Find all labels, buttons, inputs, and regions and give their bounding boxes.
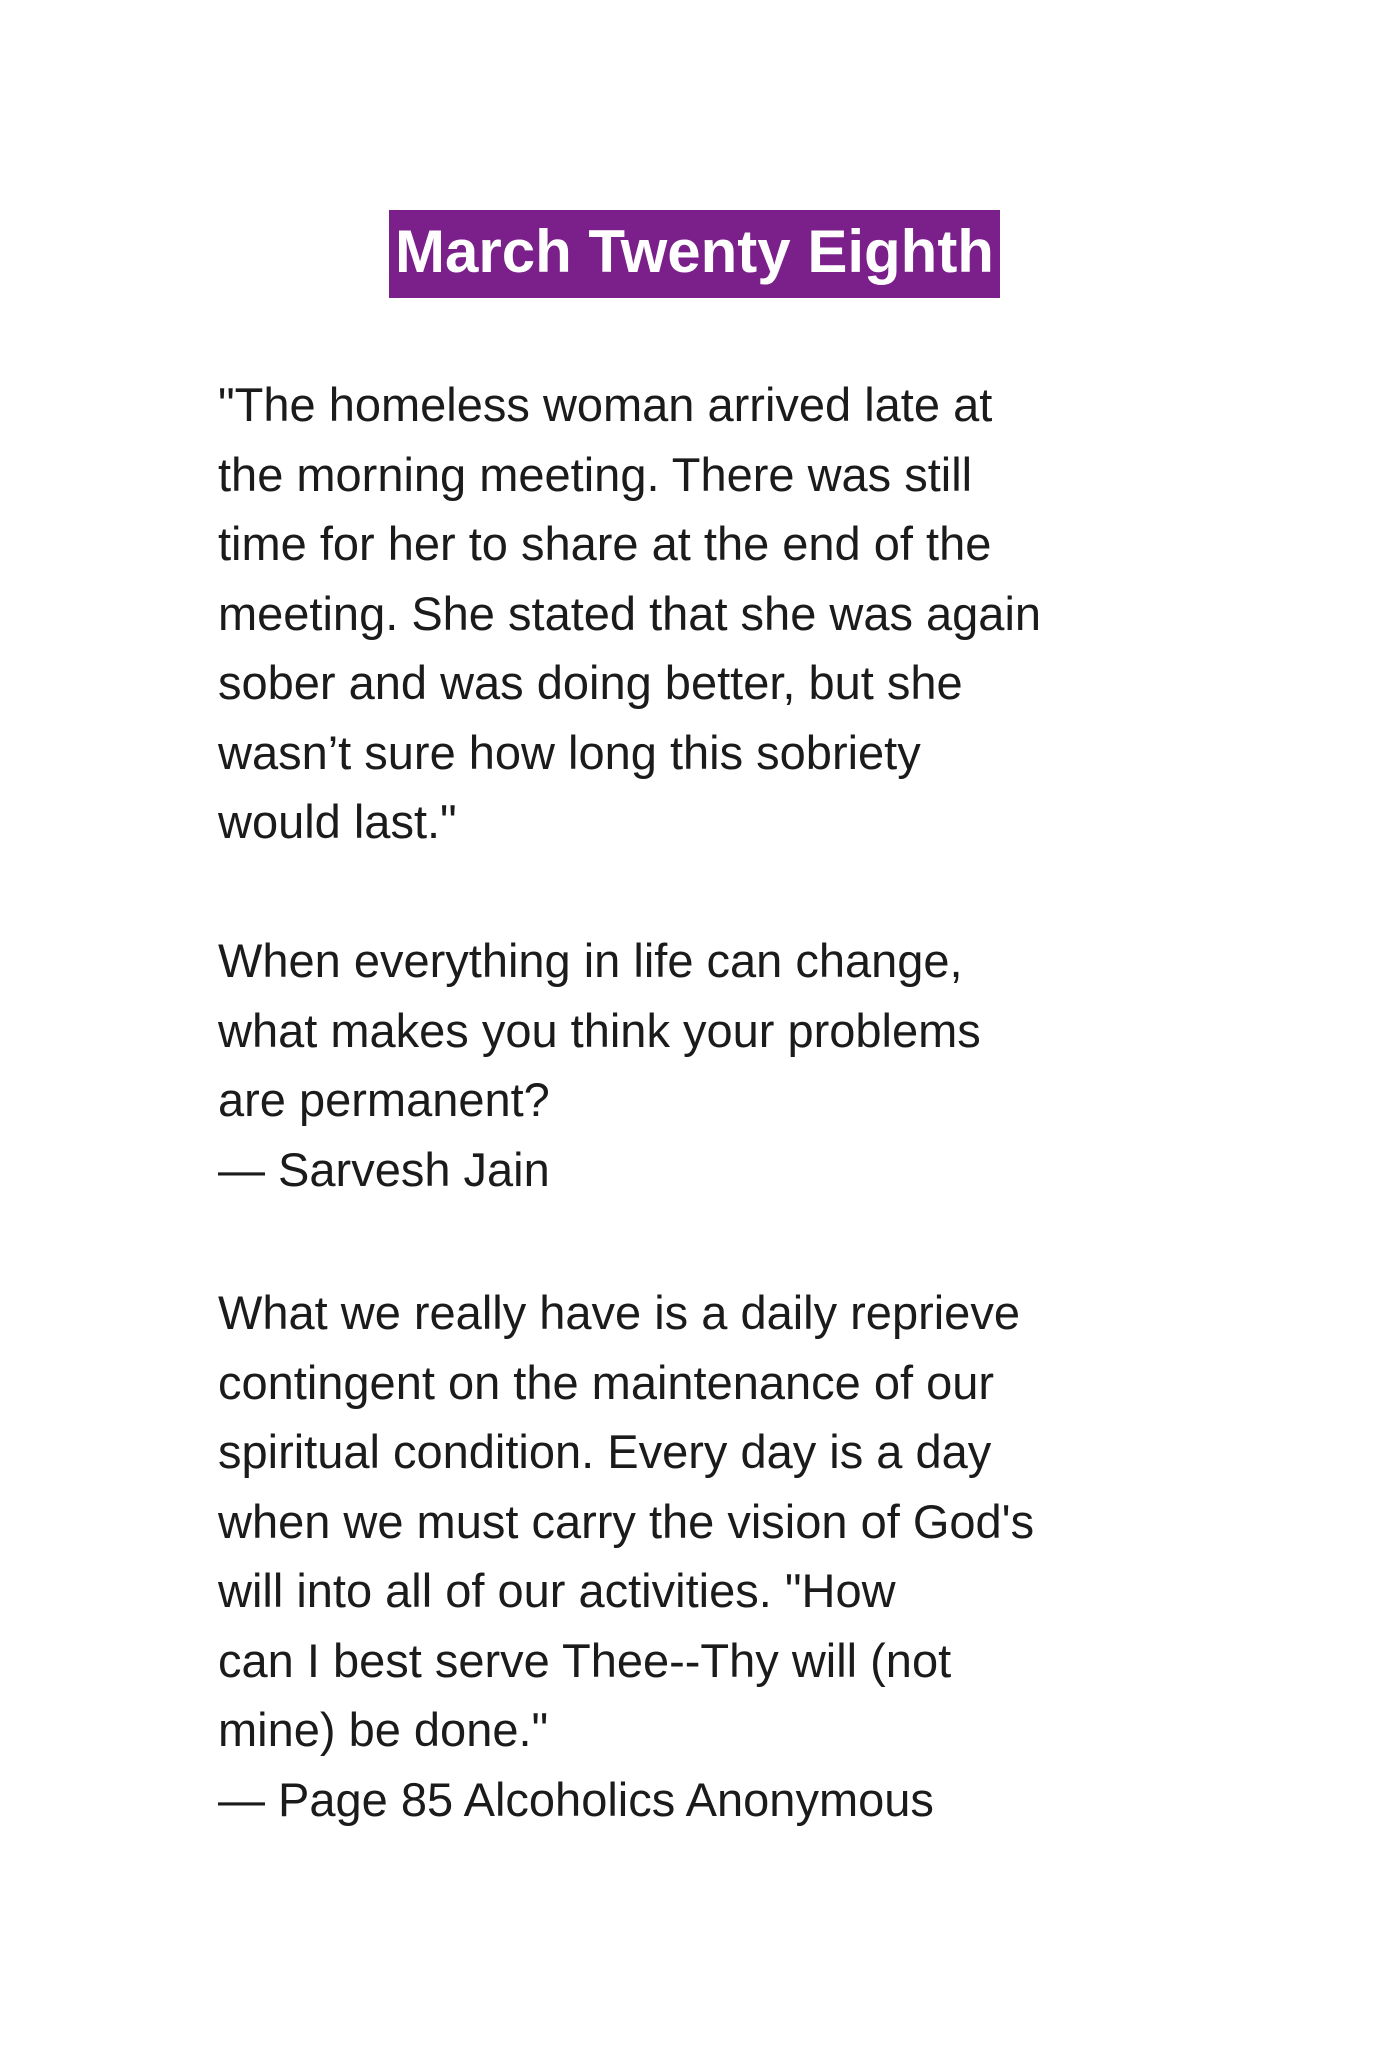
paragraph-line: time for her to share at the end of the: [218, 517, 992, 570]
quote-line: can I best serve Thee--Thy will (not: [218, 1633, 952, 1687]
quote-line: When everything in life can change,: [218, 934, 963, 987]
opening-paragraph: [218, 370, 1228, 857]
quote-line: are permanent?: [218, 1073, 550, 1126]
paragraph-line: "The homeless woman arrived late at: [218, 378, 993, 431]
paragraph-line: meeting. She stated that she was again: [218, 586, 1042, 640]
page-title: March Twenty Eighth: [389, 210, 1000, 298]
paragraph-line: sober and was doing better, but she: [218, 656, 963, 709]
quote-attribution: — Sarvesh Jain: [218, 1142, 550, 1196]
quote-attribution: — Page 85 Alcoholics Anonymous: [218, 1772, 934, 1826]
quote-line: contingent on the maintenance of our: [218, 1355, 995, 1409]
quote-line: what makes you think your problems: [218, 1003, 981, 1057]
quote-line: What we really have is a daily reprieve: [218, 1286, 1020, 1339]
second-quote: [218, 1278, 1228, 1834]
quote-line: will into all of our activities. "How: [218, 1564, 896, 1617]
paragraph-line: the morning meeting. There was still: [218, 447, 973, 501]
quote-line: when we must carry the vision of God's: [218, 1494, 1035, 1548]
paragraph-line: would last.": [218, 795, 457, 848]
quote-line: mine) be done.": [218, 1703, 549, 1756]
first-quote: [218, 926, 1228, 1204]
quote-line: spiritual condition. Every day is a day: [218, 1425, 992, 1478]
paragraph-line: wasn’t sure how long this sobriety: [218, 725, 921, 779]
title-wrap: [0, 210, 1386, 298]
